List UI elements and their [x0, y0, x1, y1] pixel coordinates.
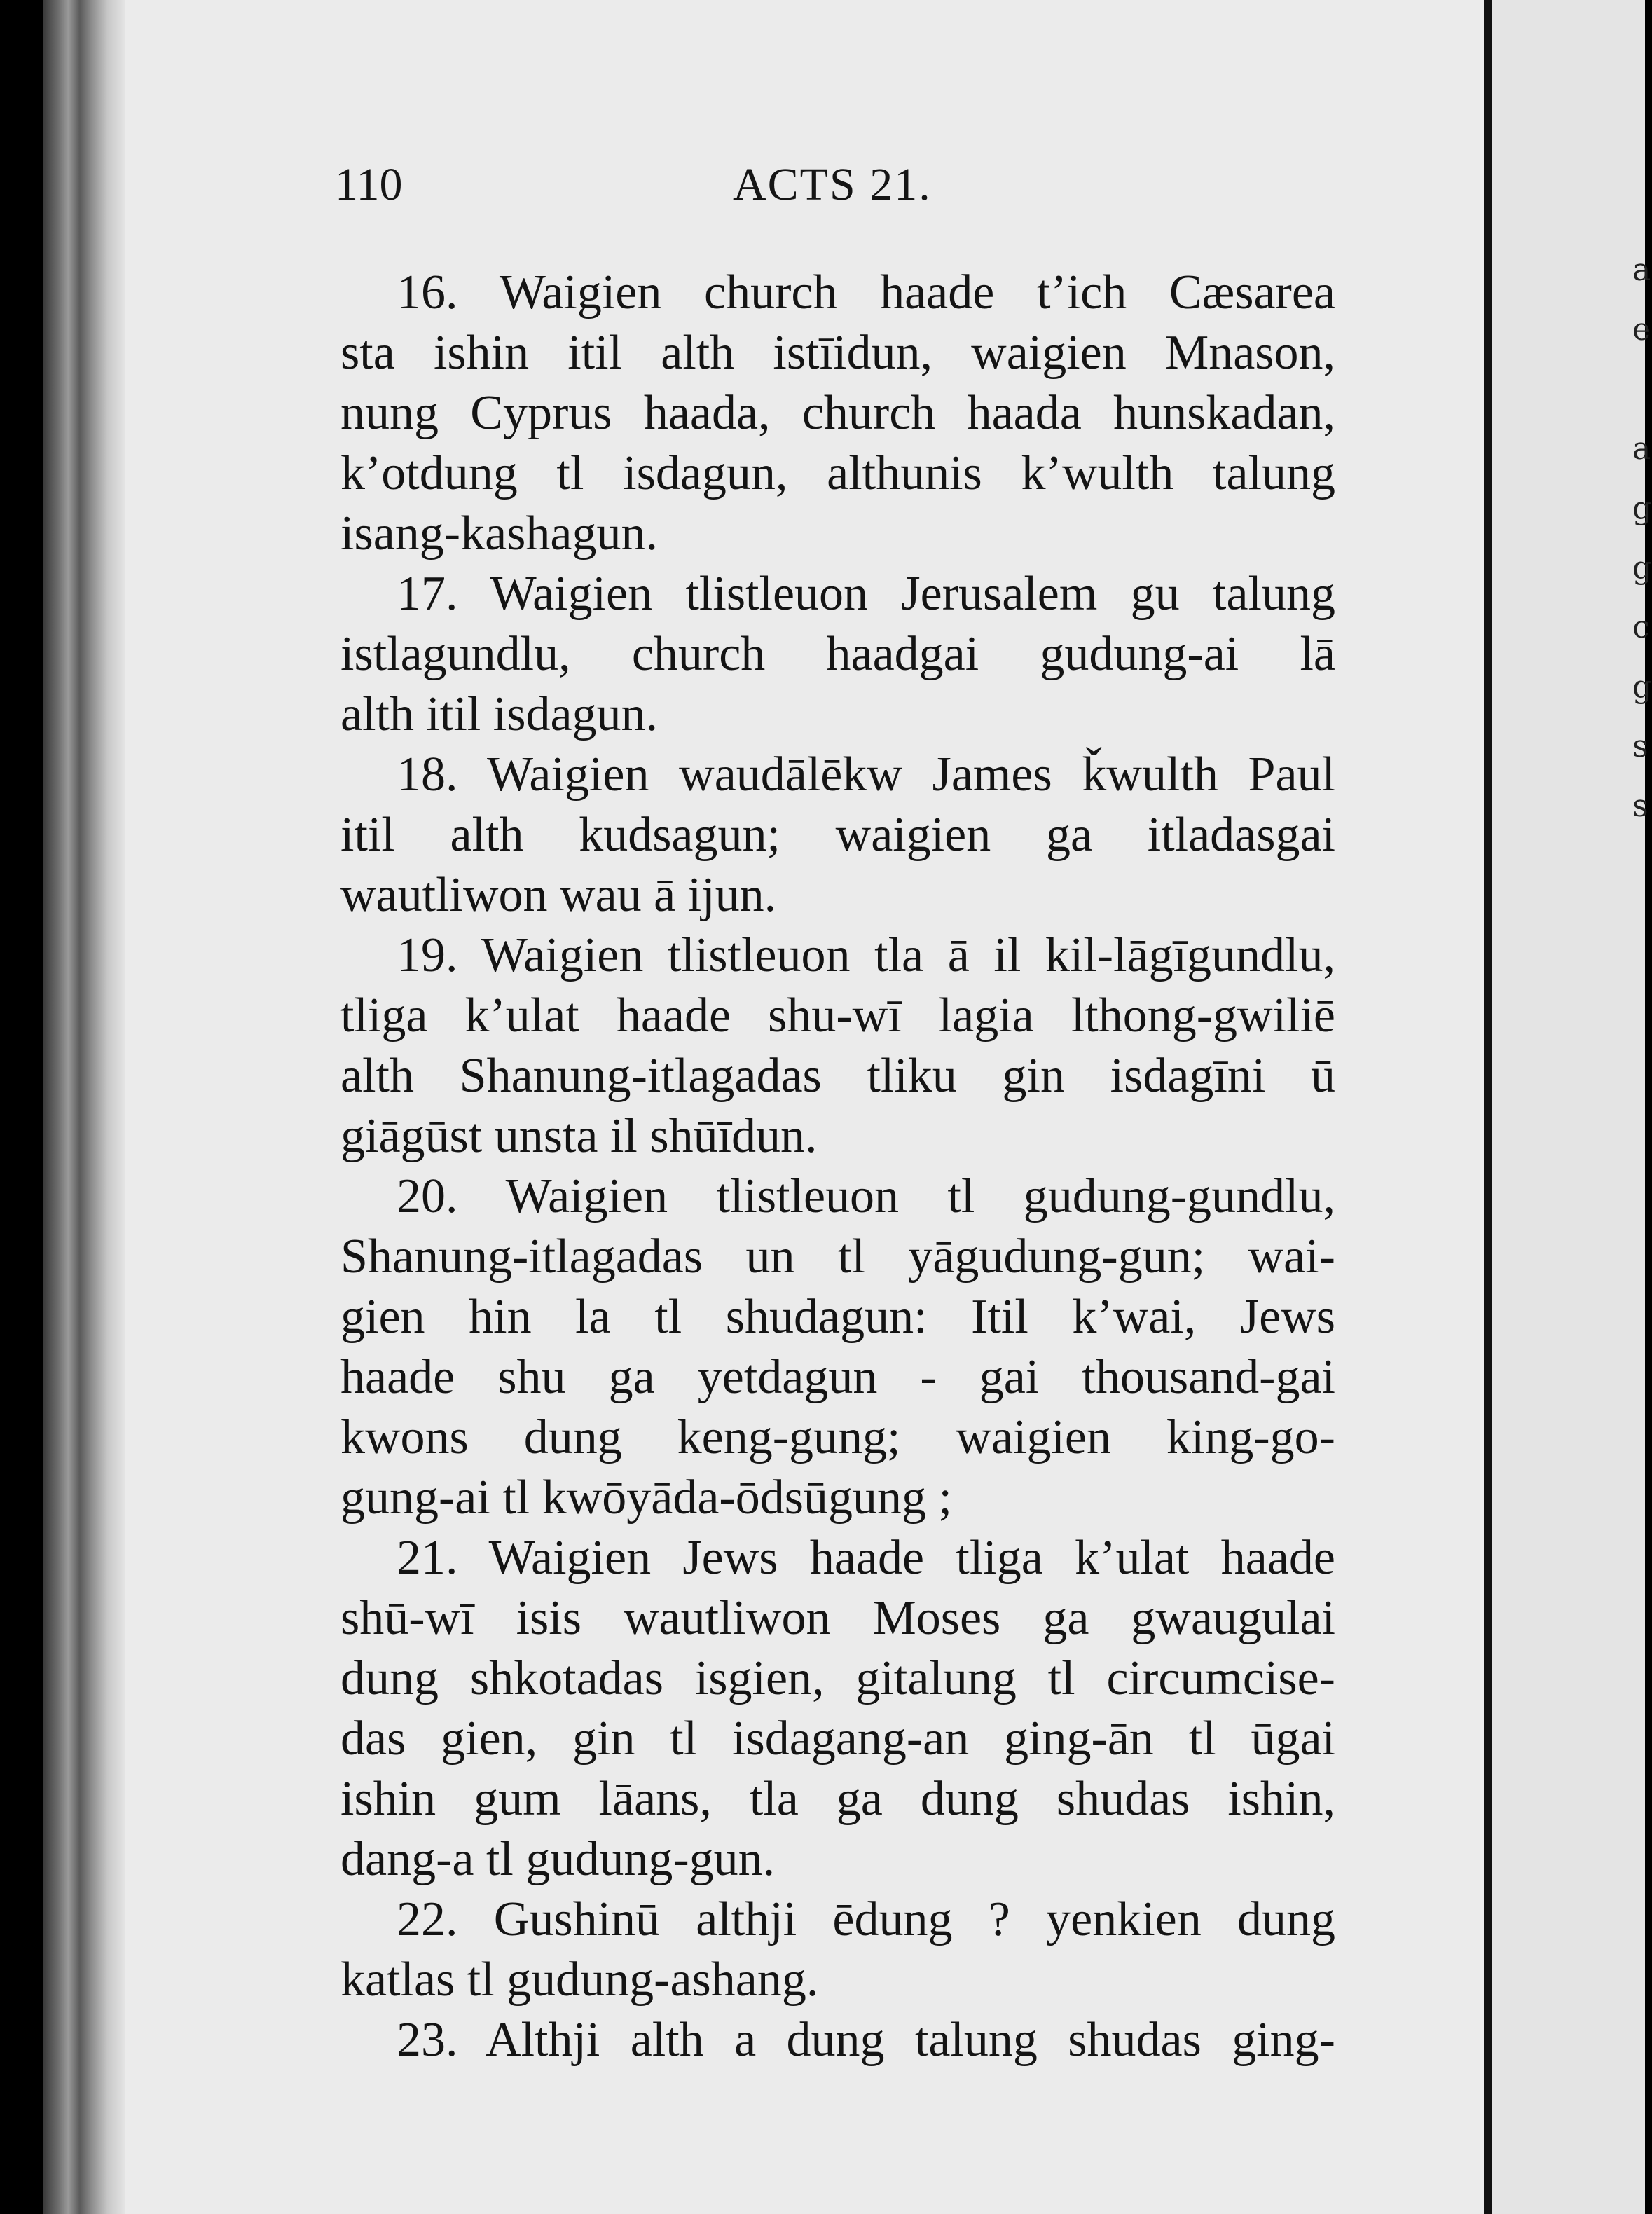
verse-22-line: 22. Gushinū althji ēdung ? yenkien dung: [397, 1892, 1335, 1946]
verse-23-line: 23. Althji alth a dung talung shudas ging-: [397, 2013, 1335, 2067]
facing-page-glyph: s: [1632, 729, 1648, 764]
verse-21-line: das gien, gin tl isdagang-an ging-ān tl ūgai: [340, 1712, 1335, 1766]
verse-22-line: katlas tl gudung-ashang.: [340, 1953, 819, 2007]
facing-page-glyph: g: [1632, 490, 1652, 526]
verse-20-line: gien hin la tl shudagun: Itil k’wai, Jews: [340, 1290, 1335, 1344]
verse-16-line: nung Cyprus haada, church haada hunskadan,: [340, 386, 1335, 440]
verse-20-line: haade shu ga yetdagun - gai thousand-gai: [340, 1350, 1335, 1404]
facing-page-glyph: c: [1632, 610, 1650, 645]
running-head-title: ACTS 21.: [733, 159, 932, 210]
verse-20-line: 20. Waigien tlistleuon tl gudung-gundlu,: [397, 1169, 1335, 1223]
facing-page-glyph: s: [1632, 788, 1648, 824]
verse-16-line: isang-kashagun.: [340, 507, 658, 561]
verse-21-line: ishin gum lāans, tla ga dung shudas ishin,: [340, 1772, 1335, 1826]
page-number: 110: [335, 159, 403, 210]
verse-20-line: Shanung-itlagadas un tl yāgudung-gun; wai-: [340, 1230, 1335, 1284]
verse-17-line: 17. Waigien tlistleuon Jerusalem gu talung: [397, 567, 1335, 621]
body-text: [340, 263, 1335, 2070]
facing-page-glyph: g: [1632, 669, 1652, 705]
book-spine-gutter: [43, 0, 126, 2214]
verse-16-line: sta ishin itil alth istīidun, waigien Mnason,: [340, 326, 1335, 380]
verse-21-line: dung shkotadas isgien, gitalung tl circumcise-: [340, 1651, 1335, 1705]
verse-19-line: 19. Waigien tlistleuon tla ā il kil-lāgīgundlu,: [397, 928, 1335, 982]
verse-16-line: k’otdung tl isdagun, althunis k’wulth talung: [340, 446, 1335, 500]
verse-21-line: shū-wī isis wautliwon Moses ga gwaugulai: [340, 1591, 1335, 1645]
verse-21-line: 21. Waigien Jews haade tliga k’ulat haade: [397, 1531, 1335, 1585]
verse-21-line: dang-a tl gudung-gun.: [340, 1832, 776, 1886]
verse-17-line: alth itil isdagun.: [340, 687, 659, 741]
verse-20-line: gung-ai tl kwōyāda-ōdsūgung ;: [340, 1471, 952, 1525]
facing-page-glyph: e: [1632, 312, 1651, 348]
verse-18-line: 18. Waigien waudālēkw James ǩwulth Paul: [397, 748, 1335, 802]
page-edge-shadow: [1484, 0, 1492, 2214]
verse-20-line: kwons dung keng-gung; waigien king-go-: [340, 1410, 1335, 1464]
facing-page-glyph: g: [1632, 550, 1652, 586]
verse-17-line: istlagundlu, church haadgai gudung-ai lā: [340, 627, 1335, 681]
verse-19-line: alth Shanung-itlagadas tliku gin isdagīni ū: [340, 1049, 1335, 1103]
verse-18-line: itil alth kudsagun; waigien ga itladasgai: [340, 808, 1335, 862]
verse-16-line: 16. Waigien church haade t’ich Cæsarea: [397, 266, 1335, 319]
verse-19-line: giāgūst unsta il shūīdun.: [340, 1109, 818, 1163]
running-head: [335, 158, 951, 221]
verse-18-line: wautliwon wau ā ijun.: [340, 868, 777, 922]
facing-page-glyph: a: [1632, 252, 1651, 288]
facing-page: [1492, 0, 1645, 2214]
verse-19-line: tliga k’ulat haade shu-wī lagia lthong-gwiliē: [340, 989, 1335, 1043]
facing-page-glyph: a: [1632, 431, 1651, 467]
